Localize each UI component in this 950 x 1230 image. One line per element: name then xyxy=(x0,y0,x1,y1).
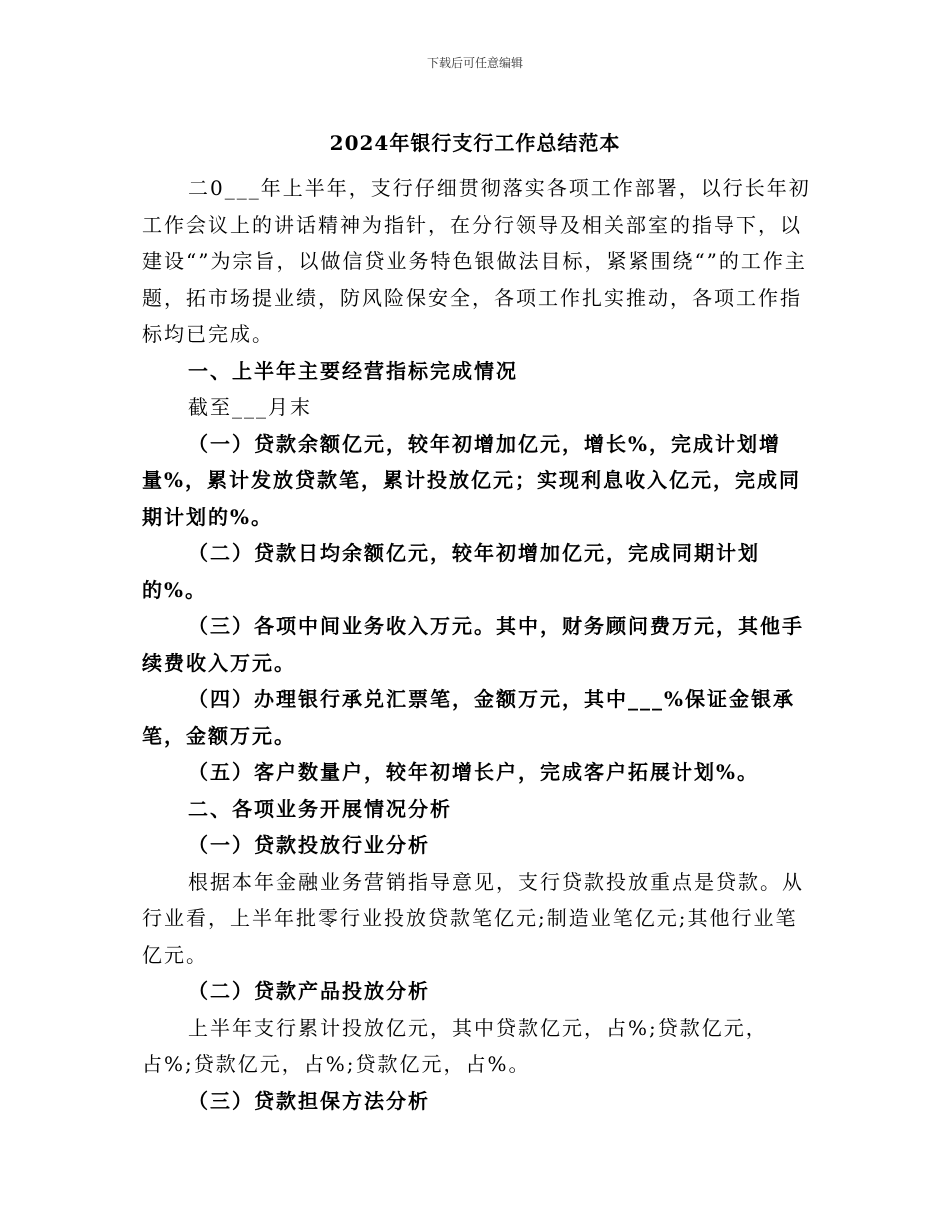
paragraph-intro: 二0___年上半年，支行仔细贯彻落实各项工作部署，以行长年初工作会议上的讲话精神为指针，在分行领导及相关部室的指导下，以建设“”为宗旨，以做信贷业务特色银做法目标，紧紧围绕“”的工作主题，拓市场提业绩，防风险保安全，各项工作扎实推动，各项工作指标均已完成。 xyxy=(142,176,811,346)
item-5-customers: （五）客户数量户，较年初增长户，完成客户拓展计划%。 xyxy=(188,760,760,784)
item-3-intermediate-income: （三）各项中间业务收入万元。其中，财务顾问费万元，其他手续费收入万元。 xyxy=(142,614,804,675)
subheading-industry: （一）贷款投放行业分析 xyxy=(188,833,430,857)
section-heading-1: 一、上半年主要经营指标完成情况 xyxy=(188,358,518,383)
paragraph-product: 上半年支行累计投放亿元，其中贷款亿元，占%;贷款亿元，占%;贷款亿元，占%;贷款亿元，占%。 xyxy=(142,1015,768,1076)
item-4-acceptance-bills: （四）办理银行承兑汇票笔，金额万元，其中___%保证金银承笔，金额万元。 xyxy=(142,687,796,748)
paragraph-industry: 根据本年金融业务营销指导意见，支行贷款投放重点是贷款。从行业看，上半年批零行业投放贷款笔亿元;制造业笔亿元;其他行业笔亿元。 xyxy=(142,869,804,967)
paragraph-as-of: 截至___月末 xyxy=(188,395,312,419)
item-1-loan-balance: （一）贷款余额亿元，较年初增加亿元，增长%，完成计划增量%，累计发放贷款笔，累计投放亿元；实现利息收入亿元，完成同期计划的%。 xyxy=(142,431,802,529)
item-2-daily-average: （二）贷款日均余额亿元，较年初增加亿元，完成同期计划的%。 xyxy=(142,541,760,602)
document-title: 2024年银行支行工作总结范本 xyxy=(329,131,621,155)
page-header-note: 下载后可任意编辑 xyxy=(426,56,523,70)
subheading-product: （二）贷款产品投放分析 xyxy=(188,979,430,1003)
subheading-guarantee: （三）贷款担保方法分析 xyxy=(188,1088,430,1113)
document-body xyxy=(142,170,812,1119)
section-heading-2: 二、各项业务开展情况分析 xyxy=(188,796,452,821)
